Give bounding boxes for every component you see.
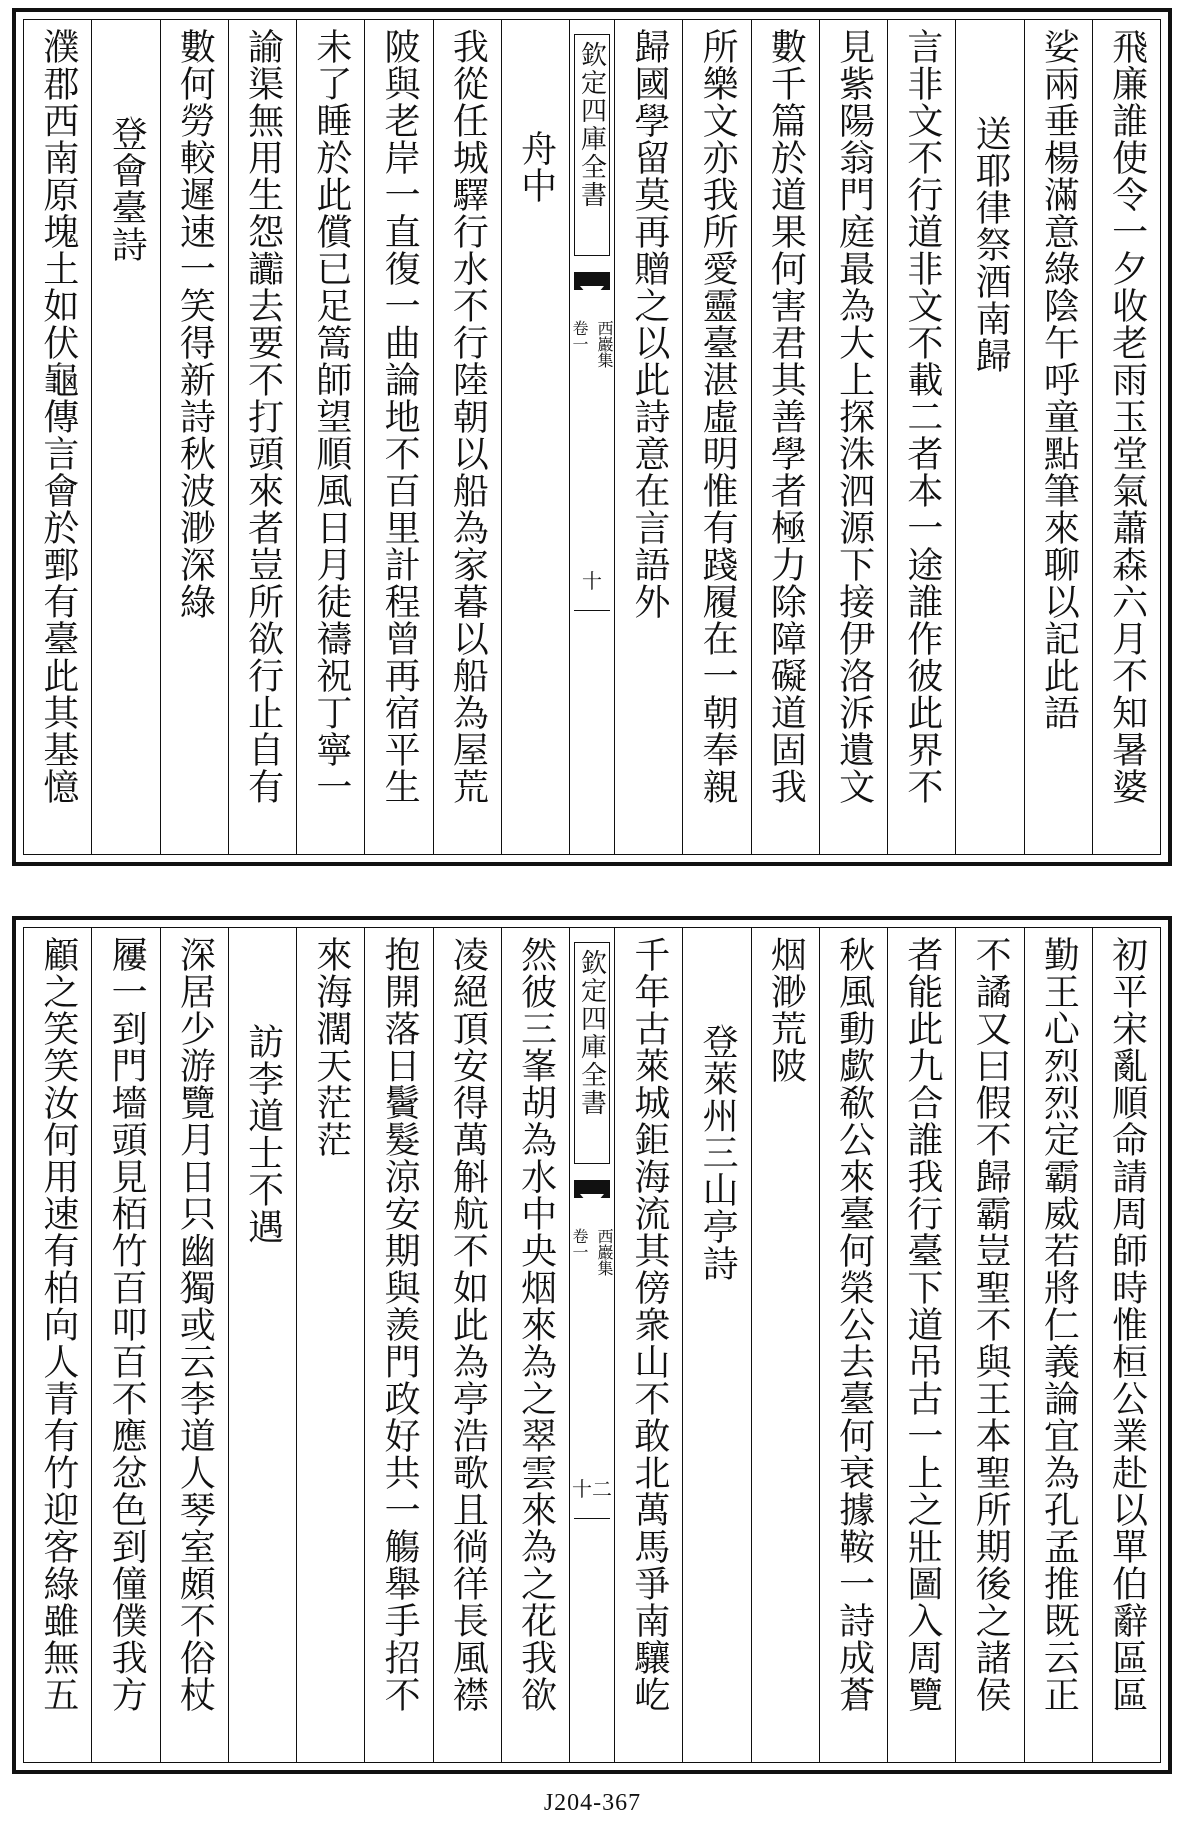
text-column [752,20,820,854]
column-text: 初平宋亂順命請周師時惟桓公業赴以單伯辭區區 [1106,936,1148,1713]
text-column [297,928,365,1762]
page-number: 十 [582,569,602,593]
column-text: 者能此九合誰我行臺下道吊古一上之壯圖入周覽 [901,936,943,1713]
text-column [820,928,888,1762]
collection-title-box [574,34,610,256]
column-text: 未了睡於此償已足篙師望順風日月徒禱祝丁寧一 [310,28,352,805]
column-text: 千年古萊城鉅海流其傍衆山不敢北萬馬爭南驤屹 [628,936,670,1713]
text-column [161,928,229,1762]
column-text: 歸國學留莫再贈之以此詩意在言語外 [628,28,670,620]
volume-label: 卷一 [570,1228,589,1260]
bottom-page-frame [23,927,1161,1763]
text-column [752,928,820,1762]
column-text: 我從任城驛行水不行陸朝以船為家暮以船為屋荒 [447,28,489,805]
column-text: 勤王心烈烈定霸威若將仁義論宜為孔孟推既云正 [1038,936,1080,1713]
column-text: 不譎又曰假不歸霸豈聖不與王本聖所期後之諸侯 [970,936,1012,1713]
bottom-page [12,916,1172,1774]
text-column [229,20,297,854]
book-name: 西巖集 [595,1228,614,1276]
text-column [820,20,888,854]
text-column [683,928,751,1762]
text-column [615,928,683,1762]
text-column [297,20,365,854]
column-text: 顧之笑笑汝何用速有柏向人青有竹迎客綠雖無五 [37,936,79,1713]
top-page-frame [23,19,1161,855]
poem-title: 舟中 [515,130,557,204]
text-column [502,928,570,1762]
collection-title: 欽定四庫全書 [576,949,607,1117]
text-column [365,20,433,854]
text-column [956,20,1024,854]
collection-title: 欽定四庫全書 [576,41,607,209]
page-number: 十二 [572,1477,612,1501]
column-text: 數千篇於道果何害君其善學者極力除障礙道固我 [765,28,807,805]
book-label [570,1228,614,1276]
text-column [434,928,502,1762]
column-text: 烟渺荒陂 [765,936,807,1084]
top-page [12,8,1172,866]
column-text: 屨一到門墻頭見栢竹百叩百不應忿色到僮僕我方 [106,936,148,1713]
column-text: 飛廉誰使令一夕收老雨玉堂氣蕭森六月不知暑婆 [1106,28,1148,805]
column-text: 秋風動歔欷公來臺何榮公去臺何衰據鞍一詩成蒼 [833,936,875,1713]
poem-title: 登會臺詩 [106,115,148,263]
column-text: 所樂文亦我所愛靈臺湛虛明惟有踐履在一朝奉親 [697,28,739,805]
column-text: 數何勞較遲速一笑得新詩秋波渺深綠 [174,28,216,620]
text-column [888,928,956,1762]
text-column [434,20,502,854]
fish-tail-mark [574,272,610,290]
text-column [502,20,570,854]
text-column [229,928,297,1762]
text-column [1025,20,1093,854]
text-column [92,928,160,1762]
text-column [24,928,92,1762]
poem-title: 登萊州三山亭詩 [697,1023,739,1282]
column-text: 娑兩垂楊滿意綠陰午呼童點筆來聊以記此語 [1038,28,1080,731]
column-text: 抱開落日鬢髮涼安期與羨門政好共一觴舉手招不 [379,936,421,1713]
text-column [1093,20,1160,854]
text-column [24,20,92,854]
bottom-page-columns [24,928,1160,1762]
text-column [888,20,956,854]
center-gutter [570,928,615,1762]
gutter-rule [574,1518,610,1519]
column-text: 見紫陽翁門庭最為大上探洙泗源下接伊洛泝遺文 [833,28,875,805]
column-text: 言非文不行道非文不載二者本一途誰作彼此界不 [901,28,943,805]
text-column [161,20,229,854]
poem-title: 訪李道士不遇 [242,1023,284,1245]
book-name: 西巖集 [595,320,614,368]
column-text: 陂與老岸一直復一曲論地不百里計程曾再宿平生 [379,28,421,805]
column-text: 諭渠無用生怨讟去要不打頭來者豈所欲行止自有 [242,28,284,805]
text-column [92,20,160,854]
column-text: 來海濶天茫茫 [310,936,352,1158]
text-column [956,928,1024,1762]
text-column [615,20,683,854]
page-code: J204-367 [543,1790,642,1816]
center-gutter [570,20,615,854]
column-text: 濮郡西南原塊土如伏龜傳言會於鄄有臺此其基憶 [37,28,79,805]
top-page-columns [24,20,1160,854]
book-label [570,320,614,368]
column-text: 深居少游覽月日只幽獨或云李道人琴室頗不俗杖 [174,936,216,1713]
text-column [683,20,751,854]
volume-label: 卷一 [570,320,589,352]
collection-title-box [574,942,610,1164]
poem-title: 送耶律祭酒南歸 [970,115,1012,374]
column-text: 然彼三峯胡為水中央烟來為之翠雲來為之花我欲 [515,936,557,1713]
column-text: 凌絕頂安得萬斛航不如此為亭浩歌且徜徉長風襟 [447,936,489,1713]
text-column [1093,928,1160,1762]
fish-tail-mark [574,1180,610,1198]
text-column [365,928,433,1762]
text-column [1025,928,1093,1762]
gutter-rule [574,610,610,611]
